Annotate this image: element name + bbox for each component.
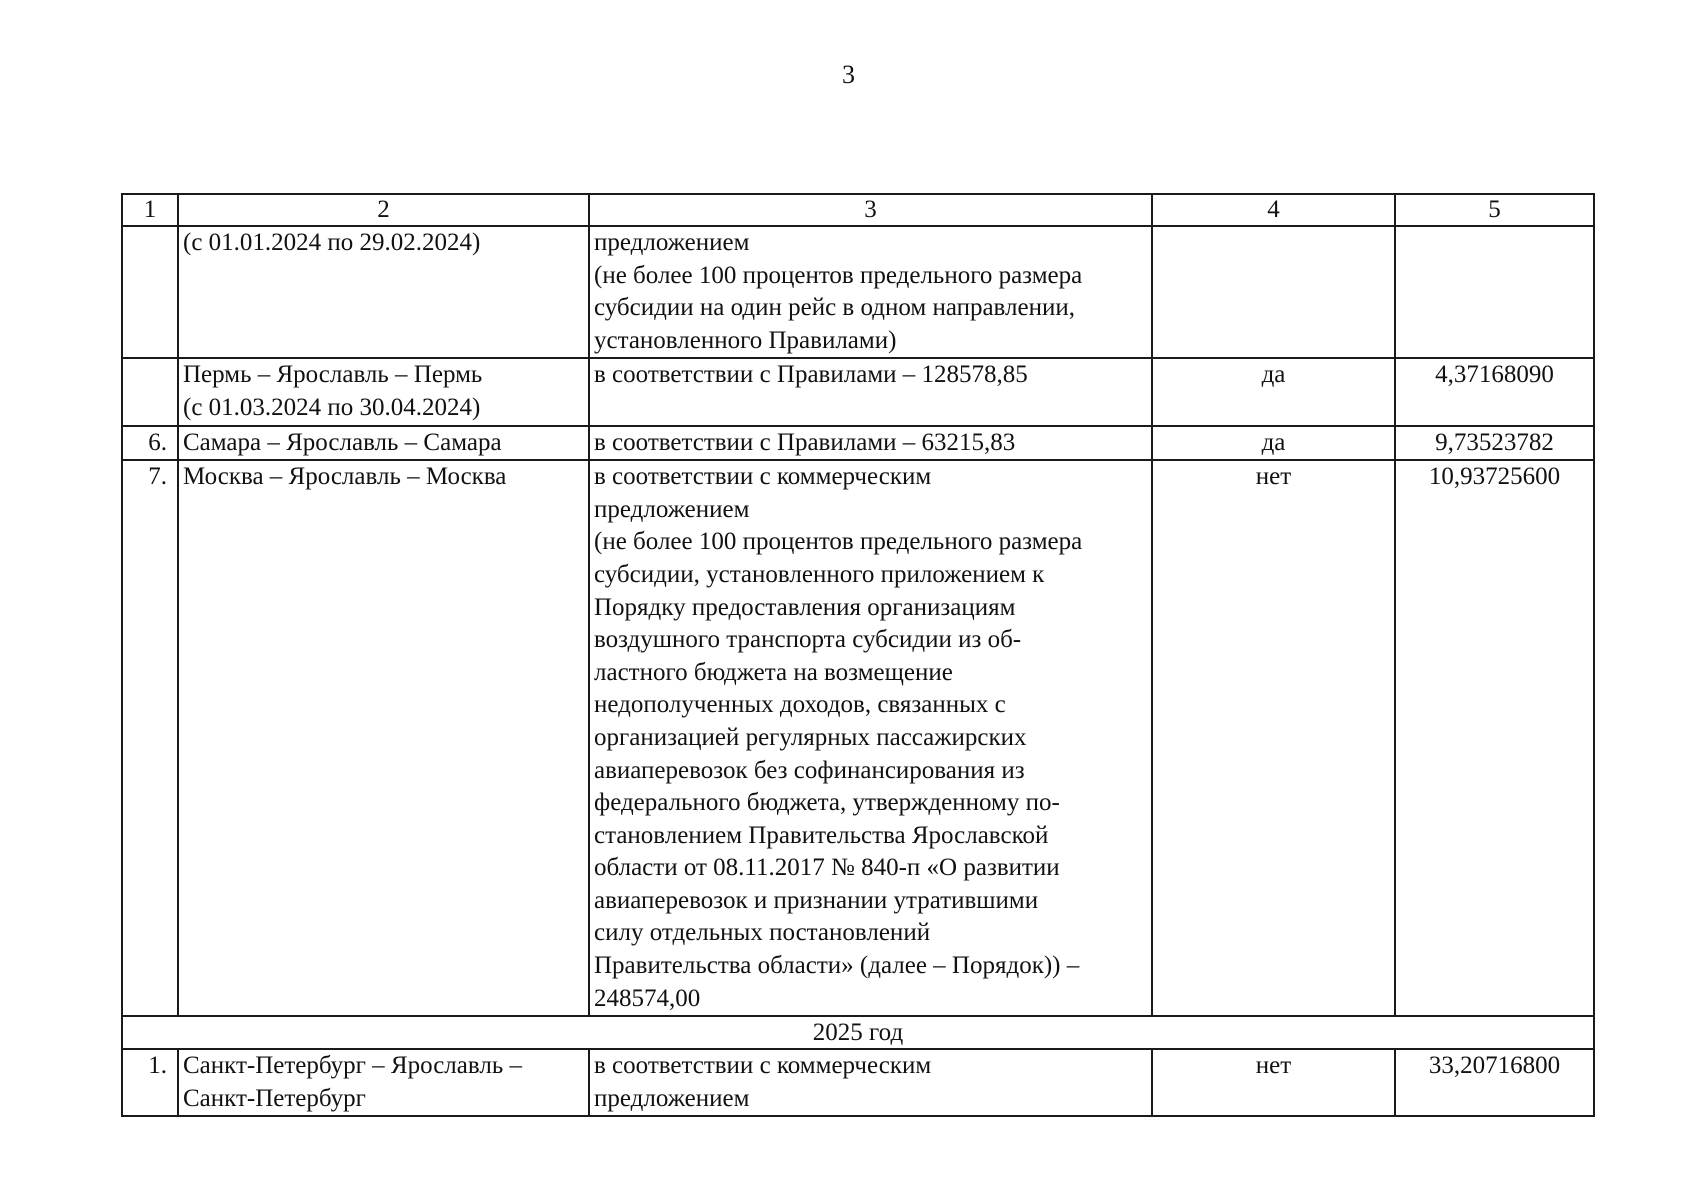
subsidy-line: в соответствии с коммерческим (594, 1052, 932, 1080)
subsidy-table (121, 193, 1595, 1117)
column-header: 3 (589, 194, 1152, 226)
value-cell (1395, 226, 1594, 358)
subsidy-line: 248574,00 (594, 984, 701, 1012)
subsidy-line: воздушного транспорта субсидии из об- (594, 626, 1022, 654)
flag-cell (1152, 226, 1395, 358)
subsidy-cell (589, 358, 1152, 425)
table-row (122, 426, 1594, 461)
table-row (122, 460, 1594, 1016)
subsidy-line: предложением (594, 495, 750, 523)
table-row (122, 358, 1594, 425)
subsidy-line: недополученных доходов, связанных с (594, 691, 1006, 719)
subsidy-line: силу отдельных постановлений (594, 919, 931, 947)
table-row (122, 226, 1594, 358)
route-line: Санкт-Петербург (183, 1084, 366, 1112)
subsidy-line: становлением Правительства Ярославской (594, 821, 1049, 849)
subsidy-line: (не более 100 процентов предельного размера (594, 528, 1083, 556)
route-line: (с 01.01.2024 по 29.02.2024) (183, 229, 481, 256)
subsidy-cell (589, 426, 1152, 461)
subsidy-line: предложением (594, 1084, 750, 1112)
rows-2025 (122, 1049, 1594, 1116)
row-number: 1. (122, 1049, 178, 1116)
subsidy-line: в соответствии с Правилами – 128578,85 (594, 361, 1028, 389)
subsidy-line: в соответствии с Правилами – 63215,83 (594, 428, 1016, 456)
subsidy-line: Порядку предоставления организациям (594, 593, 1016, 621)
flag-cell: нет (1152, 460, 1395, 1016)
column-header: 2 (178, 194, 589, 226)
route-cell (178, 1049, 589, 1116)
table-row (122, 1049, 1594, 1116)
flag-cell: да (1152, 358, 1395, 425)
subsidy-line: организацией регулярных пассажирских (594, 723, 1027, 751)
subsidy-cell (589, 226, 1152, 358)
route-line: Санкт-Петербург – Ярославль – (183, 1052, 522, 1080)
row-number (122, 358, 178, 425)
route-cell (178, 426, 589, 461)
route-line: (с 01.03.2024 по 30.04.2024) (183, 393, 481, 421)
year-label: 2025 год (122, 1016, 1594, 1049)
subsidy-line: установленного Правилами) (594, 326, 897, 354)
column-header: 1 (122, 194, 178, 226)
rows-2024 (122, 226, 1594, 1016)
value-cell: 9,73523782 (1395, 426, 1594, 461)
page-number: 3 (842, 60, 855, 89)
route-line: Москва – Ярославль – Москва (183, 463, 507, 491)
subsidy-line: в соответствии с коммерческим (594, 463, 932, 491)
row-number: 7. (122, 460, 178, 1016)
row-number: 6. (122, 426, 178, 461)
subsidy-line: (не более 100 процентов предельного размера (594, 261, 1083, 289)
route-cell (178, 226, 589, 358)
subsidy-line: Правительства области» (далее – Порядок)) – (594, 952, 1080, 980)
value-cell: 10,93725600 (1395, 460, 1594, 1016)
row-number (122, 226, 178, 358)
route-line: Самара – Ярославль – Самара (183, 428, 502, 456)
subsidy-line: федерального бюджета, утвержденному по- (594, 789, 1060, 817)
table-header-row (122, 194, 1594, 226)
route-cell (178, 460, 589, 1016)
subsidy-cell (589, 460, 1152, 1016)
subsidy-line: авиаперевозок без софинансирования из (594, 756, 1025, 784)
flag-cell: да (1152, 426, 1395, 461)
column-header: 5 (1395, 194, 1594, 226)
subsidy-cell (589, 1049, 1152, 1116)
value-cell: 33,20716800 (1395, 1049, 1594, 1116)
column-header: 4 (1152, 194, 1395, 226)
route-line: Пермь – Ярославль – Пермь (183, 361, 483, 389)
subsidy-line: субсидии на один рейс в одном направлении, (594, 294, 1075, 322)
subsidy-line: субсидии, установленного приложением к (594, 560, 1045, 588)
year-row (122, 1016, 1594, 1049)
flag-cell: нет (1152, 1049, 1395, 1116)
value-cell: 4,37168090 (1395, 358, 1594, 425)
route-cell (178, 358, 589, 425)
subsidy-line: области от 08.11.2017 № 840-п «О развитии (594, 854, 1060, 882)
subsidy-line: предложением (594, 229, 750, 256)
subsidy-line: ластного бюджета на возмещение (594, 658, 953, 686)
subsidy-line: авиаперевозок и признании утратившими (594, 886, 1039, 914)
